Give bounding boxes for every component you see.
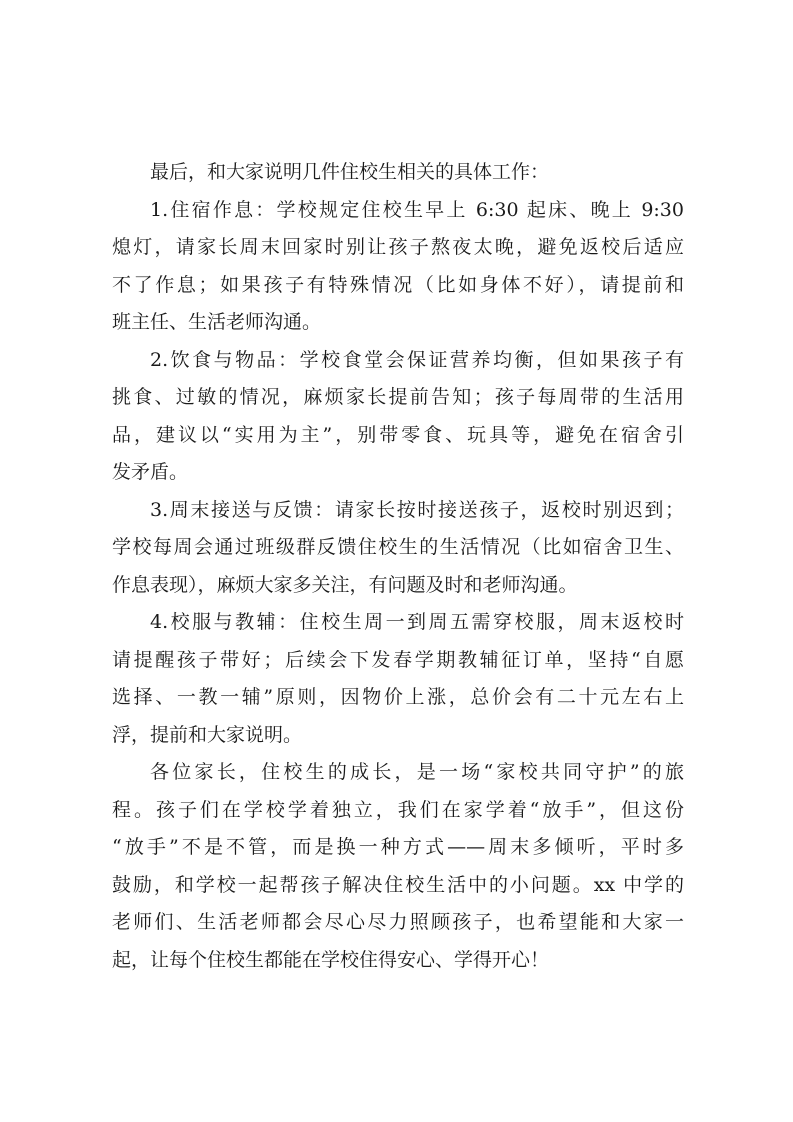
text-line: 最后，和大家说明几件住校生相关的具体工作： xyxy=(150,161,550,183)
paragraph-uniform xyxy=(112,604,684,754)
paragraph-accommodation xyxy=(112,192,684,342)
text-line: 熄灯，请家长周末回家时别让孩子熬夜太晚，避免返校后适应 xyxy=(112,236,684,258)
text-line: 不了作息；如果孩子有特殊情况（比如身体不好），请提前和 xyxy=(112,273,684,296)
text-line: 作息表现），麻烦大家多关注，有问题及时和老师沟通。 xyxy=(112,573,578,596)
document-page xyxy=(112,154,684,979)
text-line: 程。孩子们在学校学着独立，我们在家学着“放手”，但这份 xyxy=(112,798,684,821)
text-line: 鼓励，和学校一起帮孩子解决住校生活中的小问题。xx 中学的 xyxy=(112,873,684,896)
text-line: 挑食、过敏的情况，麻烦家长提前告知；孩子每周带的生活用 xyxy=(112,386,684,408)
text-line: 老师们、生活老师都会尽心尽力照顾孩子，也希望能和大家一 xyxy=(112,911,684,933)
text-line: 选择、一教一辅”原则，因物价上涨，总价会有二十元左右上 xyxy=(112,686,684,708)
text-line: 起，让每个住校生都能在学校住得安心、学得开心！ xyxy=(112,948,550,971)
text-line: 4.校服与教辅：住校生周一到周五需穿校服，周末返校时 xyxy=(150,611,684,633)
paragraph-closing xyxy=(112,754,684,979)
text-line: 浮，提前和大家说明。 xyxy=(112,723,303,746)
text-line: 请提醒孩子带好；后续会下发春学期教辅征订单，坚持“自愿 xyxy=(112,648,684,671)
text-line: 品，建议以“实用为主”，别带零食、玩具等，避免在宿舍引 xyxy=(112,423,684,446)
text-line: 1.住宿作息：学校规定住校生早上 6:30 起床、晚上 9:30 xyxy=(150,198,684,221)
text-line: 学校每周会通过班级群反馈住校生的生活情况（比如宿舍卫生、 xyxy=(112,536,684,558)
text-line: “放手”不是不管，而是换一种方式——周末多倾听，平时多 xyxy=(112,836,684,858)
text-line: 2.饮食与物品：学校食堂会保证营养均衡，但如果孩子有 xyxy=(150,348,684,371)
paragraph-weekend xyxy=(112,492,684,605)
text-line: 班主任、生活老师沟通。 xyxy=(112,311,322,333)
paragraph-food xyxy=(112,342,684,492)
text-line: 各位家长，住校生的成长，是一场“家校共同守护”的旅 xyxy=(150,761,684,783)
text-line: 3.周末接送与反馈：请家长按时接送孩子，返校时别迟到； xyxy=(150,498,684,521)
paragraph-intro xyxy=(112,154,684,192)
text-line: 发矛盾。 xyxy=(112,461,189,483)
